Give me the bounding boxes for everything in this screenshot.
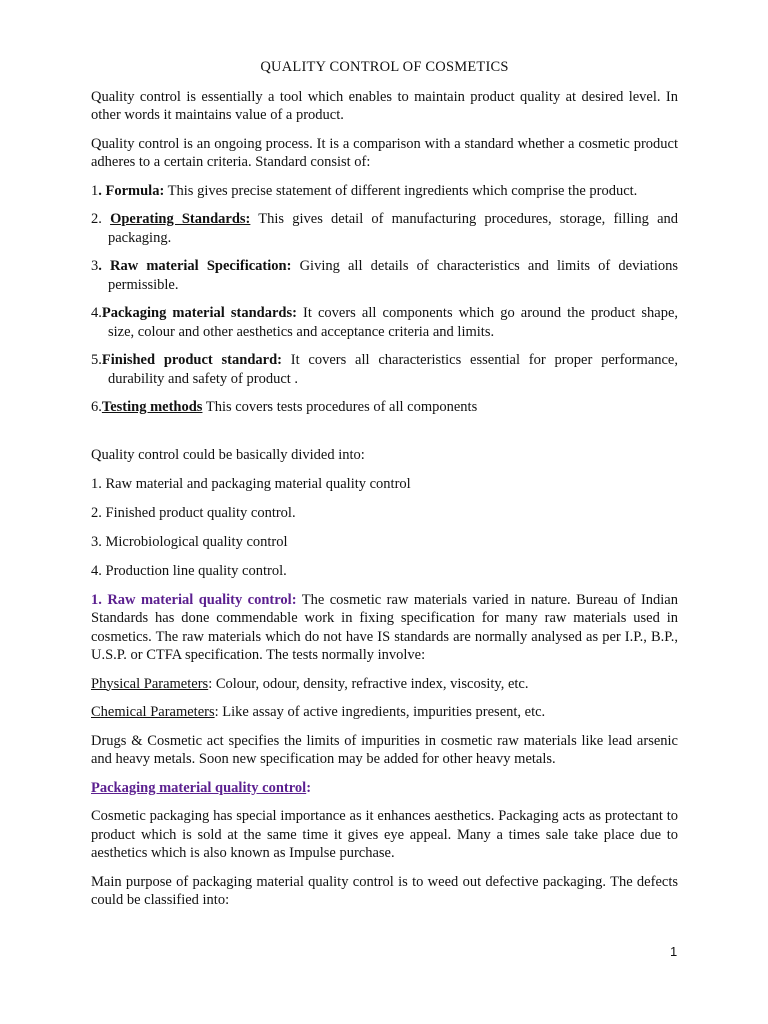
intro-paragraph-1: Quality control is essentially a tool which enables to maintain product quality at desired level. In other words it maintains value of a product. (91, 88, 678, 123)
standard-item-4: 4.Packaging material standards: It covers all components which go around the product shape, size, colour and other aesthetics and acceptance criteria and limits. (91, 305, 678, 340)
physical-parameters-label: Physical Parameters (91, 675, 209, 692)
packaging-paragraph-2: Main purpose of packaging material quality control is to weed out defective packaging. The defects could be classified into: (91, 873, 678, 908)
spacer (91, 427, 678, 446)
page-title: QUALITY CONTROL OF COSMETICS (260, 59, 509, 75)
division-item-1: 1. Raw material and packaging material quality control (91, 475, 411, 492)
division-item-3: 3. Microbiological quality control (91, 533, 288, 550)
raw-material-heading: 1. Raw material quality control: (91, 591, 297, 608)
intro-paragraph-2: Quality control is an ongoing process. It is a comparison with a standard whether a cosmetic product adheres to a certain criteria. Standard consist of: (91, 135, 678, 170)
division-item-2: 2. Finished product quality control. (91, 504, 296, 521)
standard-item-3: 3. Raw material Specification: Giving all details of characteristics and limits of deviations permissible. (91, 258, 678, 293)
division-item-4: 4. Production line quality control. (91, 562, 287, 579)
standard-item-6: 6.Testing methods This covers tests procedures of all components (91, 399, 478, 415)
chemical-parameters-label: Chemical Parameters (91, 704, 215, 720)
chemical-parameters: Chemical Parameters: Like assay of active ingredients, impurities present, etc. (91, 704, 546, 720)
standard-item-1: 1. Formula: This gives precise statement of different ingredients which comprise the product. (91, 182, 638, 199)
page-number: 1 (670, 944, 678, 959)
drugs-cosmetic-act-paragraph: Drugs & Cosmetic act specifies the limits of impurities in cosmetic raw materials like lead arsenic and heavy metals. Soon new specification may be added for other heavy metals. (91, 732, 678, 767)
physical-parameters: Physical Parameters: Colour, odour, density, refractive index, viscosity, etc. (91, 675, 529, 692)
document-body (91, 58, 678, 920)
standard-item-5: 5.Finished product standard: It covers all characteristics essential for proper performance, durability and safety of product . (91, 352, 678, 387)
packaging-paragraph-1: Cosmetic packaging has special importance as it enhances aesthetics. Packaging acts as protectant to product which is sold at the same time it gives eye appeal. Many a times sale take place due to aesthetics which is also known as Impulse purchase. (91, 808, 678, 861)
raw-material-section: 1. Raw material quality control: The cosmetic raw materials varied in nature. Bureau of Indian Standards has done commendable work in fixing specification for many raw materials used in cosmetics. The raw materials which do not have IS standards are normally analysed as per I.P., B.P., U.S.P. or CTFA specification. The tests normally involve: (91, 591, 678, 663)
standard-item-2: 2. Operating Standards: This gives detail of manufacturing procedures, storage, filling and packaging. (91, 211, 679, 246)
packaging-heading: Packaging material quality control: (91, 779, 312, 796)
divided-intro: Quality control could be basically divided into: (91, 446, 365, 463)
